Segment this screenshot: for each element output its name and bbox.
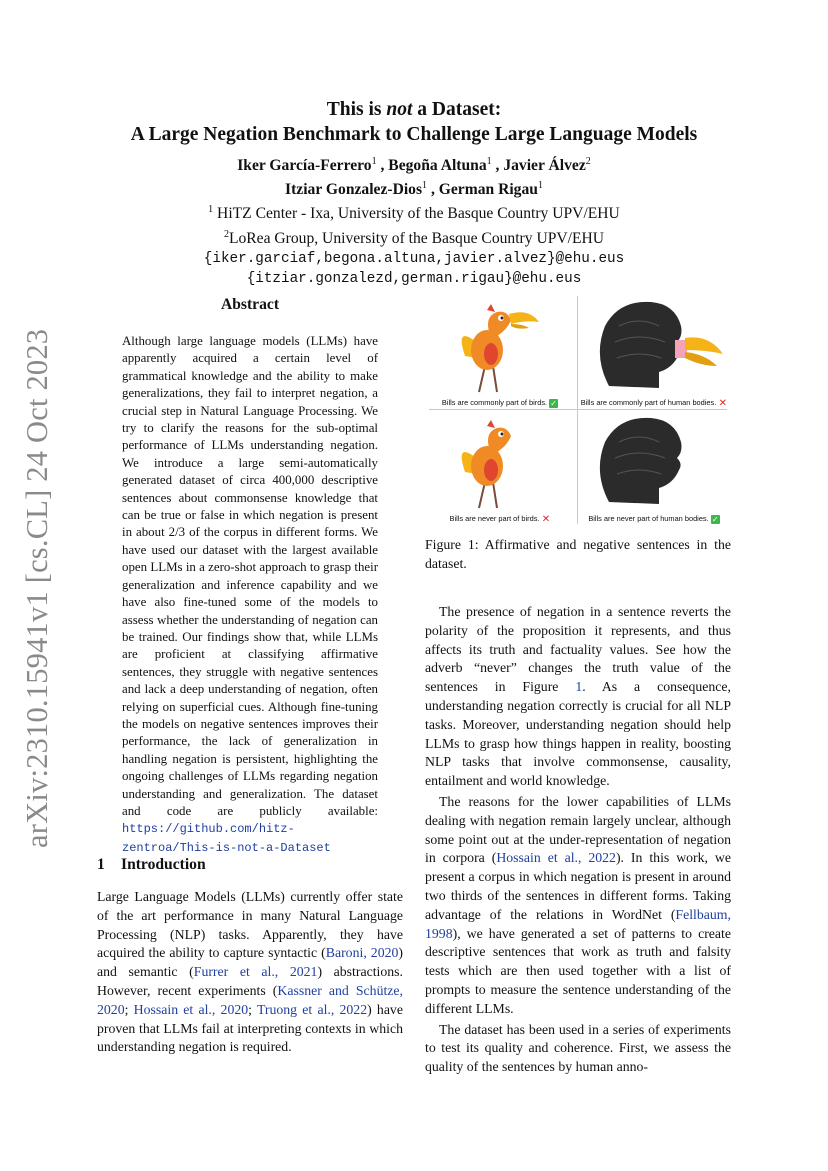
citation-link[interactable]: Hossain et al., 2020 <box>133 1001 249 1017</box>
figure-1-caption: Figure 1: Affirmative and negative sentences in the dataset. <box>425 537 731 571</box>
intro-paragraph: Large Language Models (LLMs) currently offer state of the art performance in many Natural Language Processing (NLP) tasks. Apparently, they have acquired the ability to capture syntactic (Baroni, 2020) and semantic (Furrer et al., 2021) abstractions. However, recent experiments (Kassner and Schütze, 2020; Hossain et al., 2020; Truong et al., 2022) have proven that LLMs fail at interpreting contexts in which understanding negation is required. <box>97 889 404 1055</box>
right-column-body <box>425 603 731 1077</box>
human-head-with-bill-icon <box>579 296 729 396</box>
check-mark-icon: ✓ <box>550 399 557 408</box>
figure-panel-caption: Bills are never part of human bodies. ✓ <box>588 514 719 524</box>
citation-link[interactable]: Furrer et al., 2021 <box>193 964 318 980</box>
figure-reference-link[interactable]: 1 <box>575 679 583 695</box>
body-paragraph: The presence of negation in a sentence reverts the polarity of the proposition it represents, and thus affects its truth and factuality values. See how the adverb “never” changes the truth value of the sentences in Figure 1. As a consequence, understanding negation correctly is crucial for all NLP tasks. Moreover, understanding negation should help LLMs to grasp how things happen in reality, boosting NLP tasks that involve commonsense, causality, entailment and world knowledge. <box>425 604 732 789</box>
figure-panel-caption: Bills are commonly part of birds. ✓ <box>441 398 557 408</box>
author-block <box>90 152 738 289</box>
citation-link[interactable]: Truong et al., 2022 <box>256 1001 368 1017</box>
figure-panel-bird-affirmative <box>425 296 575 410</box>
author-line-2: Itziar Gonzalez-Dios$^1$ , German Rigau$^1$ <box>285 180 543 199</box>
citation-link[interactable]: Kassner and Schütze, 2020 <box>97 982 404 1017</box>
figure-panel-caption: Bills are commonly part of human bodies. ✕ <box>580 398 727 409</box>
figure-panel-bird-negative <box>425 412 575 526</box>
bird-with-bill-icon <box>425 296 575 396</box>
cross-mark-icon: ✕ <box>541 514 551 525</box>
body-paragraph: The reasons for the lower capabilities of LLMs dealing with negation remain largely unclear, although some point out at the under-representation of negation in corpora (Hossain et al., 2022). In this work, we present a corpus in which negation is present in around two thirds of the sentences in different forms. Taking advantage of the relations in WordNet (Fellbaum, 1998), we have generated a set of patterns to create descriptive sentences that work as truth and falsity tests which are then used together with a list of prompts to measure the sentence understanding of the different LLMs. <box>425 793 732 1016</box>
title-line-1: This is not a Dataset: <box>326 99 502 120</box>
section-heading-introduction: 1 Introduction <box>97 856 206 873</box>
author-line-1: Iker García-Ferrero$^1$ , Begoña Altuna$^1$ , Javier Álvez$^2$ <box>237 156 591 175</box>
paper-title <box>90 97 738 147</box>
figure-1 <box>425 296 731 528</box>
figure-divider-vertical <box>577 296 578 524</box>
title-line-2: A Large Negation Benchmark to Challenge Large Language Models <box>130 124 698 145</box>
arxiv-identifier-stamp: arXiv:2310.15941v1 [cs.CL] 24 Oct 2023 <box>20 328 54 848</box>
email-line-2: {itziar.gonzalezd,german.rigau}@ehu.eus <box>246 270 582 287</box>
citation-link[interactable]: Fellbaum, 1998 <box>425 906 731 941</box>
figure-panel-human-negative <box>579 412 729 526</box>
figure-panel-caption: Bills are never part of birds. ✕ <box>449 514 551 525</box>
dataset-url-link[interactable]: https://github.com/hitz-zentroa/This-is-not-a-Dataset <box>122 822 331 855</box>
citation-link[interactable]: Baroni, 2020 <box>325 945 399 961</box>
body-paragraph: The dataset has been used in a series of experiments to test its quality and coherence. First, we assess the quality of the sentences by human anno- <box>425 1021 731 1075</box>
human-head-icon <box>579 412 729 512</box>
abstract-body <box>122 333 378 857</box>
bird-without-bill-icon <box>425 412 575 512</box>
introduction-body <box>97 888 403 1057</box>
cross-mark-icon: ✕ <box>718 398 727 409</box>
email-line-1: {iker.garciaf,begona.altuna,javier.alvez}@ehu.eus <box>203 250 625 267</box>
check-mark-icon: ✓ <box>711 515 719 524</box>
citation-link[interactable]: Hossain et al., 2022 <box>496 850 616 866</box>
figure-panel-human-affirmative <box>579 296 729 410</box>
abstract-heading: Abstract <box>220 296 280 313</box>
affiliation-1: $^1$ HiTZ Center - Ixa, University of the Basque Country UPV/EHU <box>208 204 620 223</box>
affiliation-2: $^2$LoRea Group, University of the Basque Country UPV/EHU <box>223 228 605 247</box>
abstract-text: Although large language models (LLMs) have apparently acquired a certain level of grammatical knowledge and the ability to make generalizations, they fail to interpret negation, a crucial step in Natural Language Processing. We try to clarify the reasons for the sub-optimal performance of LLMs understanding negation. We introduce a large semi-automatically generated dataset of circa 400,000 descriptive sentences about commonsense knowledge that can be true or false in which negation is present in about 2/3 of the corpus in different forms. We have used our dataset with the largest available open LLMs in a zero-shot approach to grasp their generalization and inference capability and we have also fine-tuned some of the models to assess whether the understanding of negation can be trained. Our findings show that, while LLMs are proficient at classifying affirmative sentences, they struggle with negative sentences and lack a deep understanding of negation, often relying on superficial cues. Although fine-tuning the models on negative sentences improves their performance, the lack of generalization in handling negation is persistent, highlighting the ongoing challenges of LLMs regarding negation understanding and generalization. The dataset and code are publicly available: <box>122 334 378 818</box>
